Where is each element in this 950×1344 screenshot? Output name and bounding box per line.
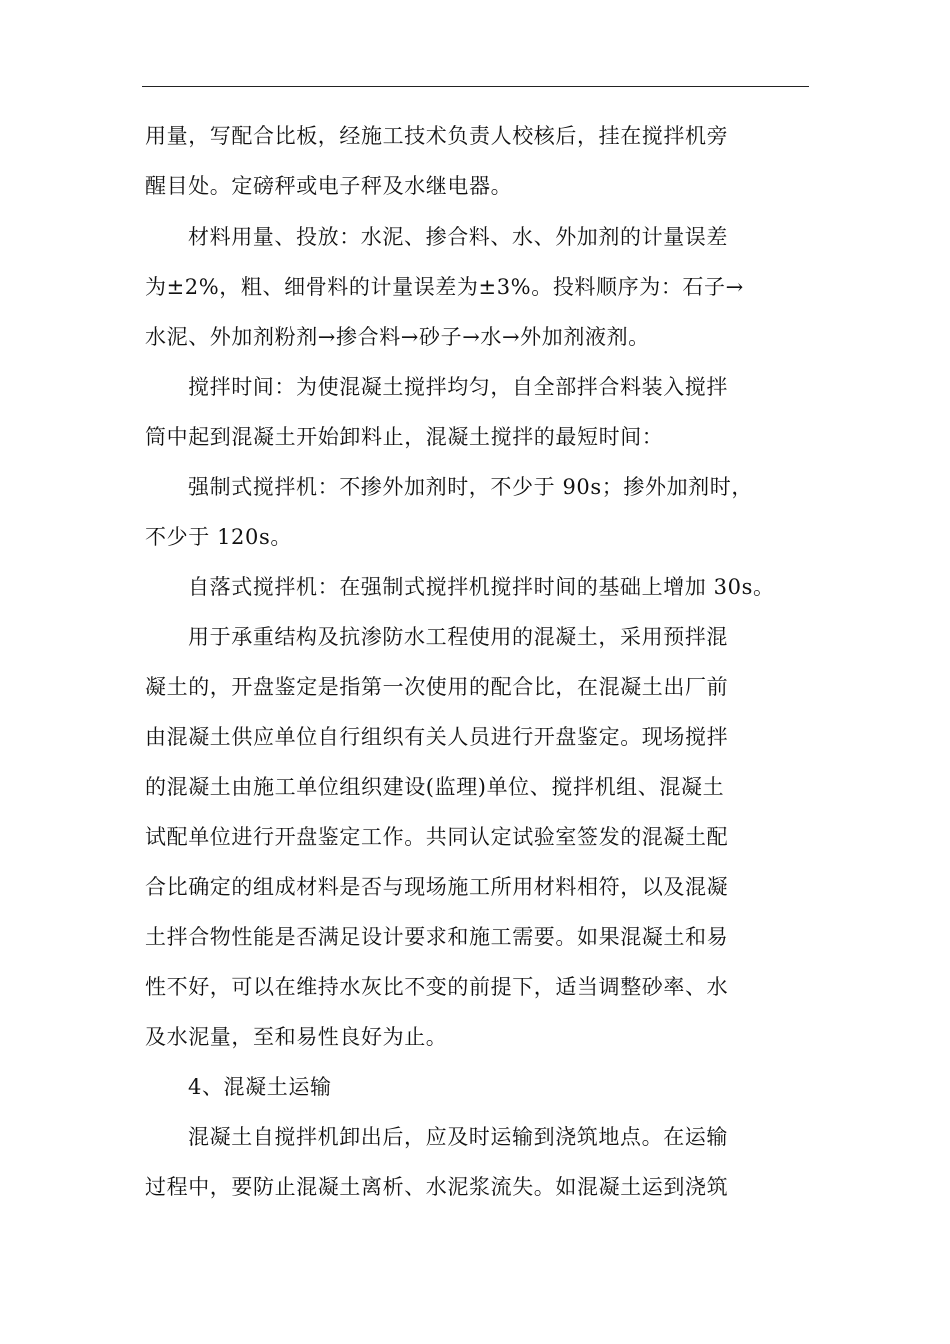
text-line: 土拌合物性能是否满足设计要求和施工需要。如果混凝土和易 [145,925,729,949]
text-line: 试配单位进行开盘鉴定工作。共同认定试验室签发的混凝土配 [145,825,729,849]
section-heading: 4、混凝土运输 [188,1075,332,1099]
text-line: 为±2%，粗、细骨料的计量误差为±3%。投料顺序为：石子→ [145,275,744,299]
text-line: 不少于 120s。 [145,525,292,549]
text-line: 由混凝土供应单位自行组织有关人员进行开盘鉴定。现场搅拌 [145,725,729,749]
text-line: 筒中起到混凝土开始卸料止，混凝土搅拌的最短时间： [145,425,664,449]
text-line: 用于承重结构及抗渗防水工程使用的混凝土，采用预拌混 [188,625,728,649]
text-line: 混凝土自搅拌机卸出后，应及时运输到浇筑地点。在运输 [188,1125,728,1149]
text-line: 搅拌时间：为使混凝土搅拌均匀，自全部拌合料装入搅拌 [188,375,728,399]
text-line: 的混凝土由施工单位组织建设(监理)单位、搅拌机组、混凝土 [145,775,725,799]
text-line: 凝土的，开盘鉴定是指第一次使用的配合比，在混凝土出厂前 [145,675,729,699]
text-line: 醒目处。定磅秤或电子秤及水继电器。 [145,174,513,198]
text-line: 材料用量、投放：水泥、掺合料、水、外加剂的计量误差 [188,225,728,249]
text-line: 强制式搅拌机：不掺外加剂时，不少于 90s；掺外加剂时， [188,475,753,499]
text-line: 过程中，要防止混凝土离析、水泥浆流失。如混凝土运到浇筑 [145,1175,729,1199]
header-rule [142,86,809,87]
text-line: 用量，写配合比板，经施工技术负责人校核后，挂在搅拌机旁 [145,124,729,148]
text-line: 合比确定的组成材料是否与现场施工所用材料相符，以及混凝 [145,875,729,899]
text-line: 性不好，可以在维持水灰比不变的前提下，适当调整砂率、水 [145,975,729,999]
text-line: 及水泥量，至和易性良好为止。 [145,1025,448,1049]
text-line: 自落式搅拌机：在强制式搅拌机搅拌时间的基础上增加 30s。 [188,575,775,599]
text-line: 水泥、外加剂粉剂→掺合料→砂子→水→外加剂液剂。 [145,325,650,349]
